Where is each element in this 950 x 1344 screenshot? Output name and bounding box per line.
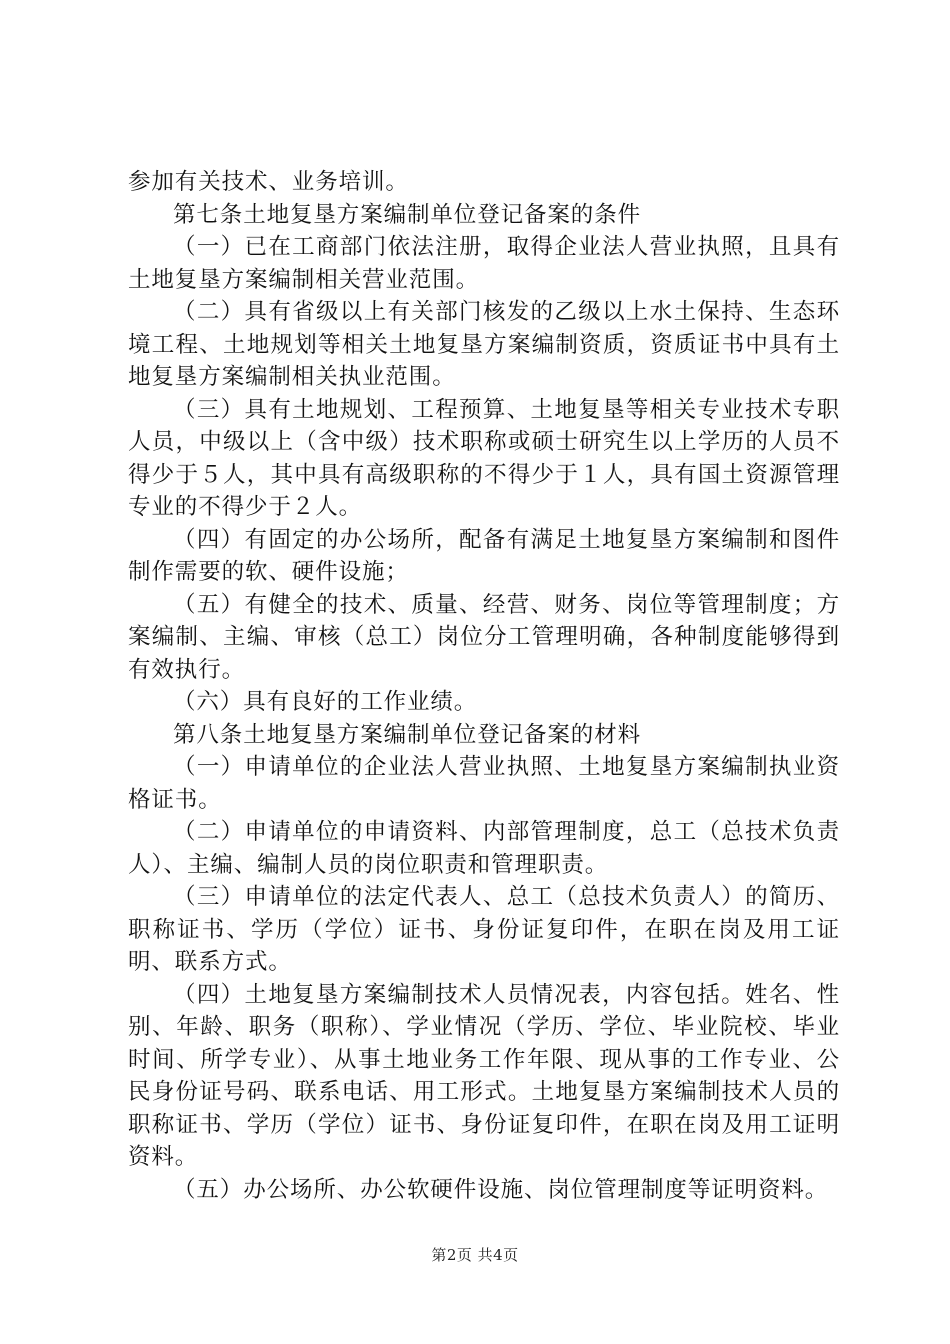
- paragraph: 第八条土地复垦方案编制单位登记备案的材料: [173, 721, 642, 748]
- page-footer: 第2页 共4页: [431, 1246, 519, 1264]
- paragraph: （三）申请单位的法定代表人、总工（总技术负责人）的简历、职称证书、学历（学位）证书、身份证复印件，在职在岗及用工证明、联系方式。: [128, 884, 840, 975]
- paragraph: （一）已在工商部门依法注册，取得企业法人营业执照，且具有土地复垦方案编制相关营业范围。: [128, 234, 840, 293]
- paragraph: （一）申请单位的企业法人营业执照、土地复垦方案编制执业资格证书。: [128, 754, 840, 813]
- paragraph: （五）办公场所、办公软硬件设施、岗位管理制度等证明资料。: [173, 1176, 829, 1203]
- paragraph: （六）具有良好的工作业绩。: [173, 689, 478, 715]
- paragraph: （四）有固定的办公场所，配备有满足土地复垦方案编制和图件制作需要的软、硬件设施；: [128, 526, 840, 585]
- paragraph: （五）有健全的技术、质量、经营、财务、岗位等管理制度；方案编制、主编、审核（总工）岗位分工管理明确，各种制度能够得到有效执行。: [128, 591, 840, 683]
- paragraph: （二）申请单位的申请资料、内部管理制度，总工（总技术负责人）、主编、编制人员的岗位职责和管理职责。: [128, 819, 840, 878]
- paragraph: 参加有关技术、业务培训。: [128, 169, 409, 195]
- paragraph: （四）土地复垦方案编制技术人员情况表，内容包括。姓名、性别、年龄、职务（职称）、学业情况（学历、学位、毕业院校、毕业时间、所学专业）、从事土地业务工作年限、现从事的工作专业、公民身份证号码、联系电话、用工形式。土地复垦方案编制技术人员的职称证书、学历（学位）证书、身份证复印件，在职在岗及用工证明资料。: [128, 981, 840, 1170]
- paragraph: （三）具有土地规划、工程预算、土地复垦等相关专业技术专职人员，中级以上（含中级）技术职称或硕士研究生以上学历的人员不得少于５人，其中具有高级职称的不得少于１人，具有国土资源管理专业的不得少于２人。: [128, 396, 840, 520]
- document-body: [128, 166, 840, 1206]
- paragraph: 第七条土地复垦方案编制单位登记备案的条件: [173, 201, 642, 228]
- paragraph: （二）具有省级以上有关部门核发的乙级以上水土保持、生态环境工程、土地规划等相关土地复垦方案编制资质，资质证书中具有土地复垦方案编制相关执业范围。: [128, 299, 840, 390]
